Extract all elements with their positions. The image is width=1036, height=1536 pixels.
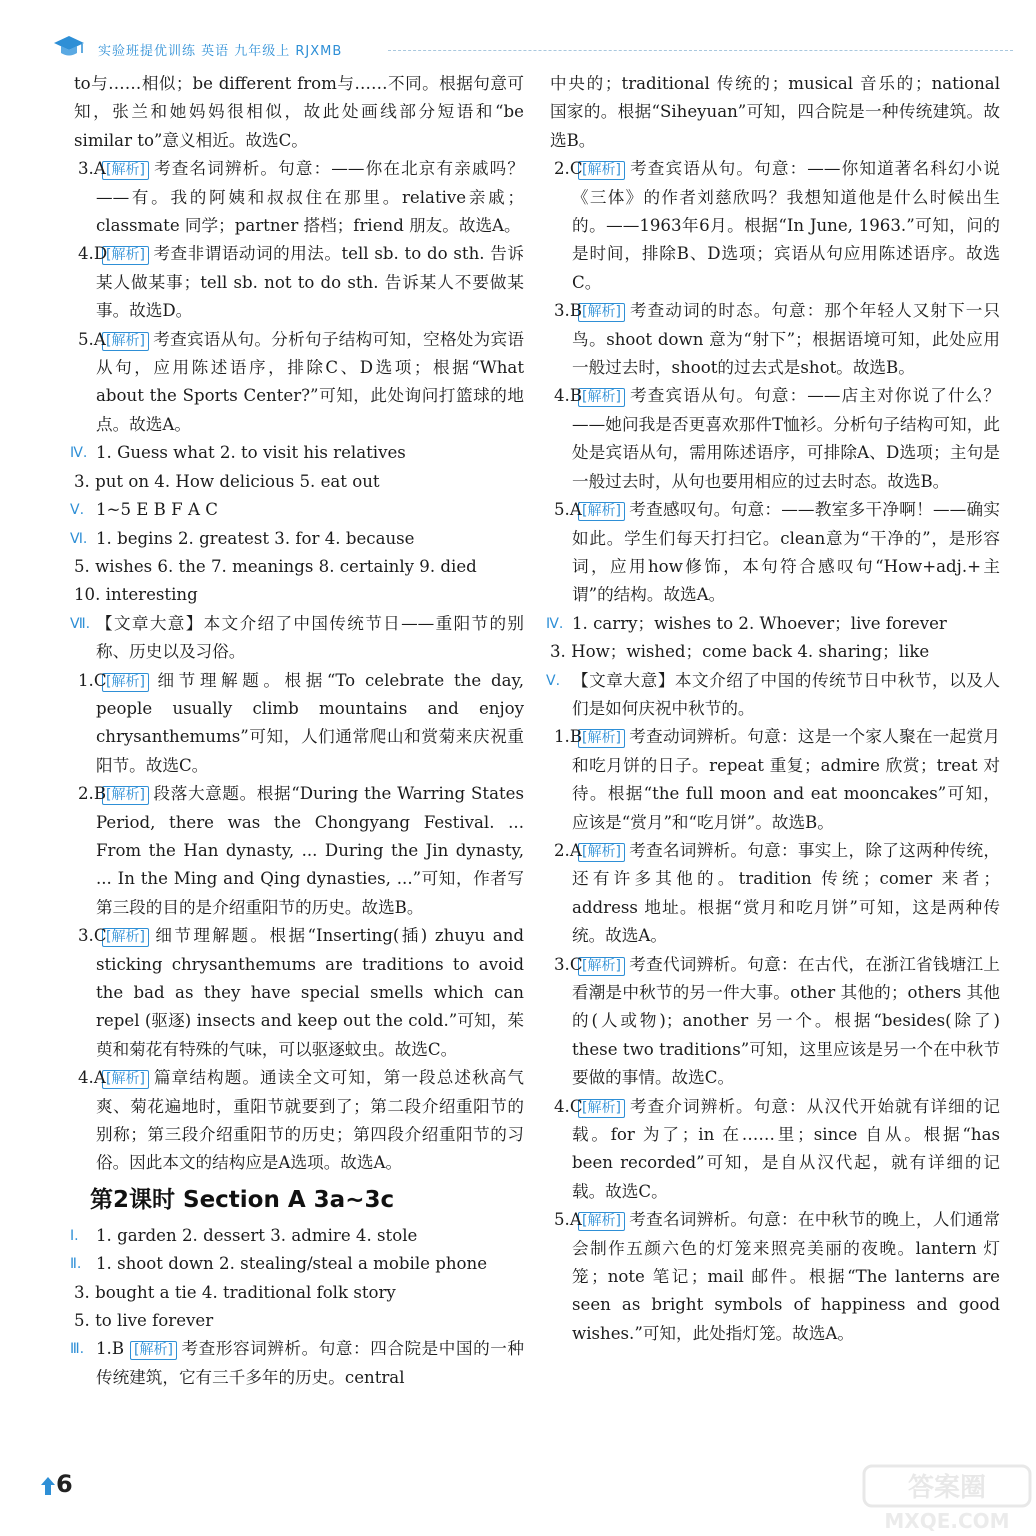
section-numeral: Ⅵ.	[70, 530, 88, 547]
answer-item	[550, 297, 1000, 382]
answer-item	[74, 780, 524, 922]
item-text: 考查名词辨析。句意：在中秋节的晚上，人们通常会制作五颜六色的灯笼来照亮美丽的夜晚。lantern 灯笼；note 笔记；mail 邮件。根据“The lanterns are seen as bright symbols of happiness and good wishes.”可知，此处指灯笼。故选A。	[572, 1210, 1000, 1343]
item-number: 5.A	[554, 1210, 582, 1230]
answer-item	[74, 1064, 524, 1178]
answer-item	[74, 326, 524, 440]
answer-line: 1. shoot down 2. stealing/steal a mobile phone	[96, 1254, 488, 1274]
answer-line: 1. begins 2. greatest 3. for 4. because	[96, 528, 415, 548]
item-text: 考查动词的时态。句意：那个年轻人又射下一只鸟。shoot down 意为“射下”；根据语境可知，此处应用一般过去时，shoot的过去式是shot。故选B。	[572, 301, 1000, 378]
section-numeral: Ⅴ.	[546, 672, 561, 689]
item-text: 考查感叹句。句意：——教室多干净啊！——确实如此。学生们每天打扫它。clean意为“干净的”，是形容词，应用how修饰，本句符合感叹句“How+adj.+主谓”的结构。故选A。	[572, 500, 1000, 605]
answer-item	[550, 1093, 1000, 1207]
analysis-tag: [解析]	[578, 161, 625, 180]
answer-line: 1~5 E B F A C	[96, 500, 218, 520]
answer-line: 3. bought a tie 4. traditional folk story	[74, 1282, 396, 1302]
item-text: 考查动词辨析。句意：这是一个家人聚在一起赏月和吃月饼的日子。repeat 重复；admire 欣赏；treat 对待。根据“the full moon and eat mooncakes”可知，应该是“赏月”和“吃月饼”。故选B。	[572, 727, 1000, 832]
arrow-up-icon	[40, 1476, 56, 1496]
answer-item	[550, 1206, 1000, 1348]
answer-item	[550, 496, 1000, 610]
item-text: 考查形容词辨析。句意：四合院是中国的一种传统建筑，它有三千多年的历史。central	[96, 1339, 524, 1387]
item-text: 考查宾语从句。分析句子结构可知，空格处为宾语从句，应用陈述语序，排除C、D选项；根据“What about the Sports Center?”可知，此处询问打篮球的地点。故选A。	[96, 329, 524, 434]
item-number: 1.C	[78, 670, 107, 690]
analysis-tag: [解析]	[578, 388, 625, 407]
item-text: 考查介词辨析。句意：从汉代开始就有详细的记载。for 为了；in 在……里；since 自从。根据“has been recorded”可知，是自从汉代起，就有详细的记载。故选C。	[572, 1096, 1000, 1201]
item-number: 3.C	[78, 926, 107, 946]
article-summary: 【文章大意】本文介绍了中国传统节日——重阳节的别称、历史以及习俗。	[96, 613, 524, 662]
answer-line: 10. interesting	[74, 585, 198, 605]
analysis-tag: [解析]	[578, 957, 625, 976]
answer-line: 5. to live forever	[74, 1311, 214, 1331]
analysis-tag: [解析]	[578, 1212, 625, 1231]
item-text: 考查名词辨析。句意：事实上，除了这两种传统，还有许多其他的。tradition 传统；comer 来者；address 地址。根据“赏月和吃月饼”可知，这是两种传统。故选A。	[572, 840, 1000, 946]
item-number: 4.D	[78, 244, 108, 264]
analysis-tag: [解析]	[102, 332, 149, 351]
analysis-tag: [解析]	[102, 673, 149, 692]
section-v	[70, 496, 524, 524]
answer-line: 1. garden 2. dessert 3. admire 4. stole	[96, 1225, 418, 1245]
item-text: 篇章结构题。通读全文可知，第一段总述秋高气爽、菊花遍地时，重阳节就要到了；第二段介绍重阳节的别称；第三段介绍重阳节的历史；第四段介绍重阳节的习俗。因此本文的结构应是A选项。故选A。	[96, 1068, 524, 1173]
answer-item	[550, 382, 1000, 496]
page-header	[0, 0, 1036, 68]
section-vi	[70, 525, 524, 553]
article-summary: 【文章大意】本文介绍了中国的传统节日中秋节，以及人们是如何庆祝中秋节的。	[572, 670, 1000, 718]
answer-line: 1. carry；wishes to 2. Whoever；live forever	[572, 613, 947, 633]
section-iv	[546, 610, 1000, 638]
analysis-tag: [解析]	[102, 246, 149, 265]
section-numeral: Ⅶ.	[70, 615, 91, 632]
section-numeral: Ⅳ.	[546, 615, 564, 632]
answer-item	[74, 922, 524, 1064]
paragraph: 中央的；traditional 传统的；musical 音乐的；national 国家的。根据“Siheyuan”可知，四合院是一种传统建筑。故选B。	[550, 74, 1000, 150]
answer-line: 3. put on 4. How delicious 5. eat out	[74, 471, 380, 491]
page-number-text: 6	[56, 1470, 73, 1498]
item-number: 1.B	[554, 727, 583, 747]
item-text: 考查宾语从句。句意：——你知道著名科幻小说《三体》的作者刘慈欣吗？我想知道他是什么时候出生的。——1963年6月。根据“In June, 1963.”可知，问的是时间，排除B、D选项；宾语从句应用陈述语序。故选C。	[572, 159, 1000, 292]
graduation-cap-icon	[52, 33, 86, 61]
section-iv	[70, 439, 524, 467]
item-number: 5.A	[78, 329, 106, 349]
item-text: 段落大意题。根据“During the Warring States Period, there was the Chongyang Festival. ... From the Han dynasty, ... During the Jin dynasty, ... In the Ming and Qing dynasties, ...”可知，作者写第三段的目的是介绍重阳节的历史。故选B。	[96, 784, 524, 917]
svg-text:答案圈: 答案圈	[907, 1473, 987, 1503]
section-numeral: Ⅳ.	[70, 445, 88, 462]
answer-item	[550, 951, 1000, 1093]
watermark-logo	[862, 1464, 1032, 1534]
item-number: 3.C	[554, 954, 583, 974]
section-vii	[70, 610, 524, 667]
section-numeral: Ⅰ.	[70, 1227, 79, 1244]
analysis-tag: [解析]	[578, 729, 625, 748]
answer-item	[550, 155, 1000, 297]
item-text: 考查名词辨析。句意：——你在北京有亲戚吗？——有。我的阿姨和叔叔住在那里。relative亲戚；classmate 同学；partner 搭档；friend 朋友。故选A。	[96, 159, 524, 236]
item-number: 4.B	[554, 386, 583, 406]
answer-item	[550, 723, 1000, 837]
item-number: 2.A	[554, 840, 582, 860]
answer-line: 1. Guess what 2. to visit his relatives	[96, 443, 406, 463]
answer-line: 3. How；wished；come back 4. sharing；like	[550, 642, 930, 662]
item-text: 考查宾语从句。句意：——店主对你说了什么？——她问我是否更喜欢那件T恤衫。分析句子结构可知，此处是宾语从句，需用陈述语序，可排除A、D选项；主句是一般过去时，从句也要用相应的过去时态。故选B。	[572, 386, 1000, 491]
answer-item	[74, 155, 524, 240]
answer-item	[550, 837, 1000, 951]
item-text: 细节理解题。根据“To celebrate the day, people usually climb mountains and enjoy chrysanthemums”可知，人们通常爬山和赏菊来庆祝重阳节。故选C。	[96, 670, 524, 775]
right-column	[546, 70, 1000, 1348]
item-number: 4.A	[78, 1068, 106, 1088]
analysis-tag: [解析]	[102, 161, 149, 180]
item-number: 2.B	[78, 784, 107, 804]
section-numeral: Ⅲ.	[70, 1341, 85, 1358]
header-title: 实验班提优训练 英语 九年级上 RJXMB	[98, 44, 343, 59]
answer-item	[74, 240, 524, 325]
analysis-tag: [解析]	[102, 1070, 149, 1089]
analysis-tag: [解析]	[578, 1099, 625, 1118]
left-column	[70, 70, 524, 1392]
section-ii	[70, 1250, 524, 1278]
section-numeral: Ⅴ.	[70, 502, 85, 519]
answer-line: 5. wishes 6. the 7. meanings 8. certainly 9. died	[74, 556, 477, 576]
item-number: 2.C	[554, 159, 583, 179]
analysis-tag: [解析]	[578, 303, 625, 322]
page-number	[40, 1470, 80, 1500]
analysis-tag: [解析]	[130, 1341, 177, 1360]
item-number: 3.B	[554, 301, 583, 321]
item-number: 3.A	[78, 159, 106, 179]
item-number: 5.A	[554, 500, 582, 520]
item-text: 细节理解题。根据“Inserting(插) zhuyu and sticking chrysanthemums are traditions to avoid the bad as they have special smells which can repel (驱逐) insects and keep out the cold.”可知，茱萸和菊花有特殊的气味，可以驱逐蚊虫。故选C。	[96, 926, 524, 1059]
section-numeral: Ⅱ.	[70, 1256, 82, 1273]
analysis-tag: [解析]	[102, 786, 149, 805]
svg-text:MXQE.COM: MXQE.COM	[884, 1509, 1010, 1533]
analysis-tag: [解析]	[578, 502, 625, 521]
section-iii	[70, 1335, 524, 1392]
item-text: 考查代词辨析。句意：在古代，在浙江省钱塘江上看潮是中秋节的另一件大事。other 其他的；others 其他的(人或物)；another 另一个。根据“besides(除了) these two traditions”可知，这里应该是另一个在中秋节要做的事情。故选C。	[572, 954, 1000, 1088]
analysis-tag: [解析]	[578, 843, 625, 862]
item-number: 4.C	[554, 1096, 583, 1116]
section-i	[70, 1222, 524, 1250]
section-v	[546, 667, 1000, 724]
paragraph: to与……相似；be different from与……不同。根据句意可知，张兰和她妈妈很相似，故此处画线部分短语和“be similar to”意义相近。故选C。	[74, 74, 524, 150]
analysis-tag: [解析]	[102, 928, 149, 947]
answer-item	[74, 667, 524, 781]
header-rule	[388, 50, 1013, 51]
item-number: 1.B	[96, 1339, 125, 1359]
lesson-title: 第2课时 Section A 3a~3c	[90, 1186, 395, 1213]
item-text: 考查非谓语动词的用法。tell sb. to do sth. 告诉某人做某事；tell sb. not to do sth. 告诉某人不要做某事。故选D。	[96, 244, 524, 321]
